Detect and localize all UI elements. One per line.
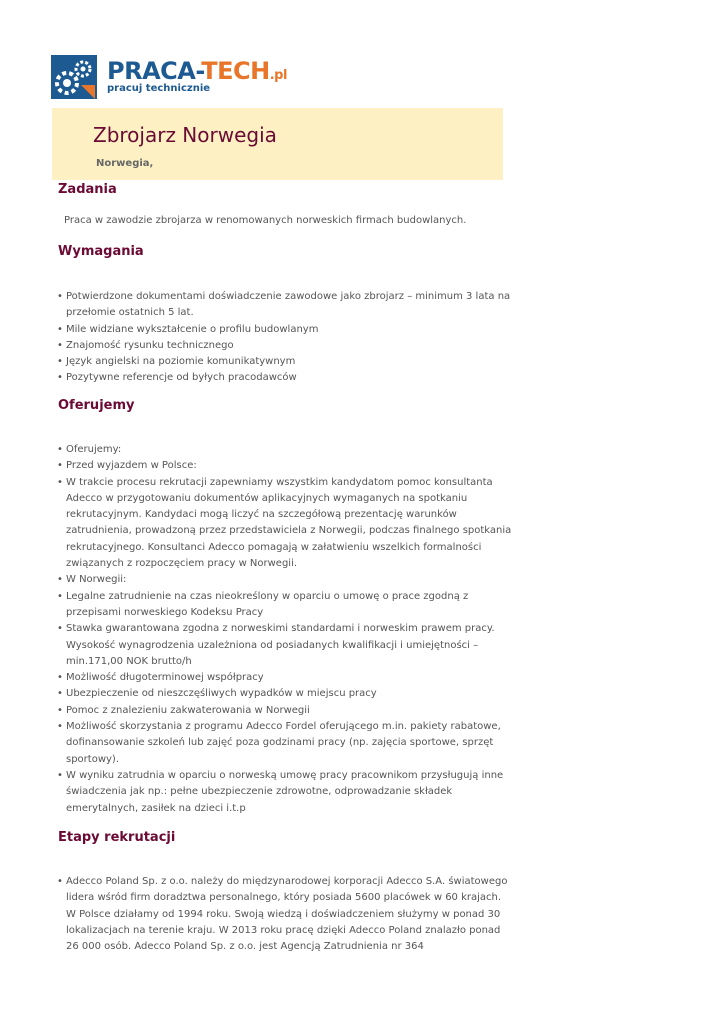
list-item: • Stawka gwarantowana zgodna z norweskimi standardami i norweskim prawem pracy. Wysokość wynagrodzenia uzależniona od posiadanych kwalifikacji i umiejętności – min.171,00 NOK brutto/h	[57, 621, 512, 670]
logo-brand-part2: TECH	[201, 57, 270, 85]
logo-brand-part3: .pl	[269, 68, 287, 83]
list-item: • W Norwegii:	[57, 572, 512, 588]
list-item: • W wyniku zatrudnia w oparciu o norweską umowę pracy pracownikom przysługują inne świadczenia jak np.: pełne ubezpieczenie zdrowotne, odprowadzanie składek emerytalnych, zasiłek na dzieci i.t.p	[57, 768, 512, 817]
section-title-zadania: Zadania	[58, 182, 117, 197]
list-item: • Oferujemy:	[57, 442, 512, 458]
list-item: • Pomoc z znalezieniu zakwaterowania w Norwegii	[57, 703, 512, 719]
wymagania-list	[57, 289, 512, 387]
list-item: • Możliwość długoterminowej współpracy	[57, 670, 512, 686]
list-item: • Możliwość skorzystania z programu Adecco Fordel oferującego m.in. pakiety rabatowe, dofinansowanie szkoleń lub zajęć poza godzinami pracy (np. zajęcia sportowe, sprzęt sportowy).	[57, 719, 512, 768]
section-title-etapy: Etapy rekrutacji	[58, 830, 176, 845]
job-header	[52, 108, 503, 180]
zadania-text: Praca w zawodzie zbrojarza w renomowanych norweskich firmach budowlanych.	[64, 215, 467, 226]
logo-tagline: pracuj technicznie	[107, 83, 211, 94]
section-title-wymagania: Wymagania	[58, 244, 144, 259]
list-item: • Ubezpieczenie od nieszczęśliwych wypadków w miejscu pracy	[57, 686, 512, 702]
job-location: Norwegia,	[96, 158, 154, 169]
list-item: • Potwierdzone dokumentami doświadczenie zawodowe jako zbrojarz – minimum 3 lata na przełomie ostatnich 5 lat.	[57, 289, 512, 322]
job-title: Zbrojarz Norwegia	[93, 123, 277, 147]
section-title-oferujemy: Oferujemy	[58, 398, 135, 413]
list-item: • Pozytywne referencje od byłych pracodawców	[57, 370, 512, 386]
list-item: • Mile widziane wykształcenie o profilu budowlanym	[57, 322, 512, 338]
list-item: • W trakcie procesu rekrutacji zapewniamy wszystkim kandydatom pomoc konsultanta Adecco w przygotowaniu dokumentów aplikacyjnych wymaganych na spotkaniu rekrutacyjnym. Kandydaci mogą liczyć na szczegółową prezentację warunków zatrudnienia, prowadzoną przez przedstawiciela z Norwegii, podczas finalnego spotkania rekrutacyjnego. Konsultanci Adecco pomagają w załatwieniu wszelkich formalności związanych z rozpoczęciem pracy w Norwegii.	[57, 475, 512, 573]
etapy-list	[57, 874, 512, 955]
logo-brand-part1: PRACA-	[107, 57, 202, 85]
list-item: • Legalne zatrudnienie na czas nieokreślony w oparciu o umowę o prace zgodną z przepisami norweskiego Kodeksu Pracy	[57, 589, 512, 622]
list-item: • Język angielski na poziomie komunikatywnym	[57, 354, 512, 370]
list-item: • Znajomość rysunku technicznego	[57, 338, 512, 354]
list-item: • Przed wyjazdem w Polsce:	[57, 458, 512, 474]
list-item: • Adecco Poland Sp. z o.o. należy do międzynarodowej korporacji Adecco S.A. światowego lidera wśród firm doradztwa personalnego, który posiada 5600 placówek w 60 krajach. W Polsce działamy od 1994 roku. Swoją wiedzą i doświadczeniem służymy w ponad 30 lokalizacjach na terenie kraju. W 2013 roku pracę dzięki Adecco Poland znalazło ponad 26 000 osób. Adecco Poland Sp. z o.o. jest Agencją Zatrudnienia nr 364	[57, 874, 512, 955]
gear-logo-icon	[51, 55, 97, 99]
oferujemy-list	[57, 442, 512, 817]
